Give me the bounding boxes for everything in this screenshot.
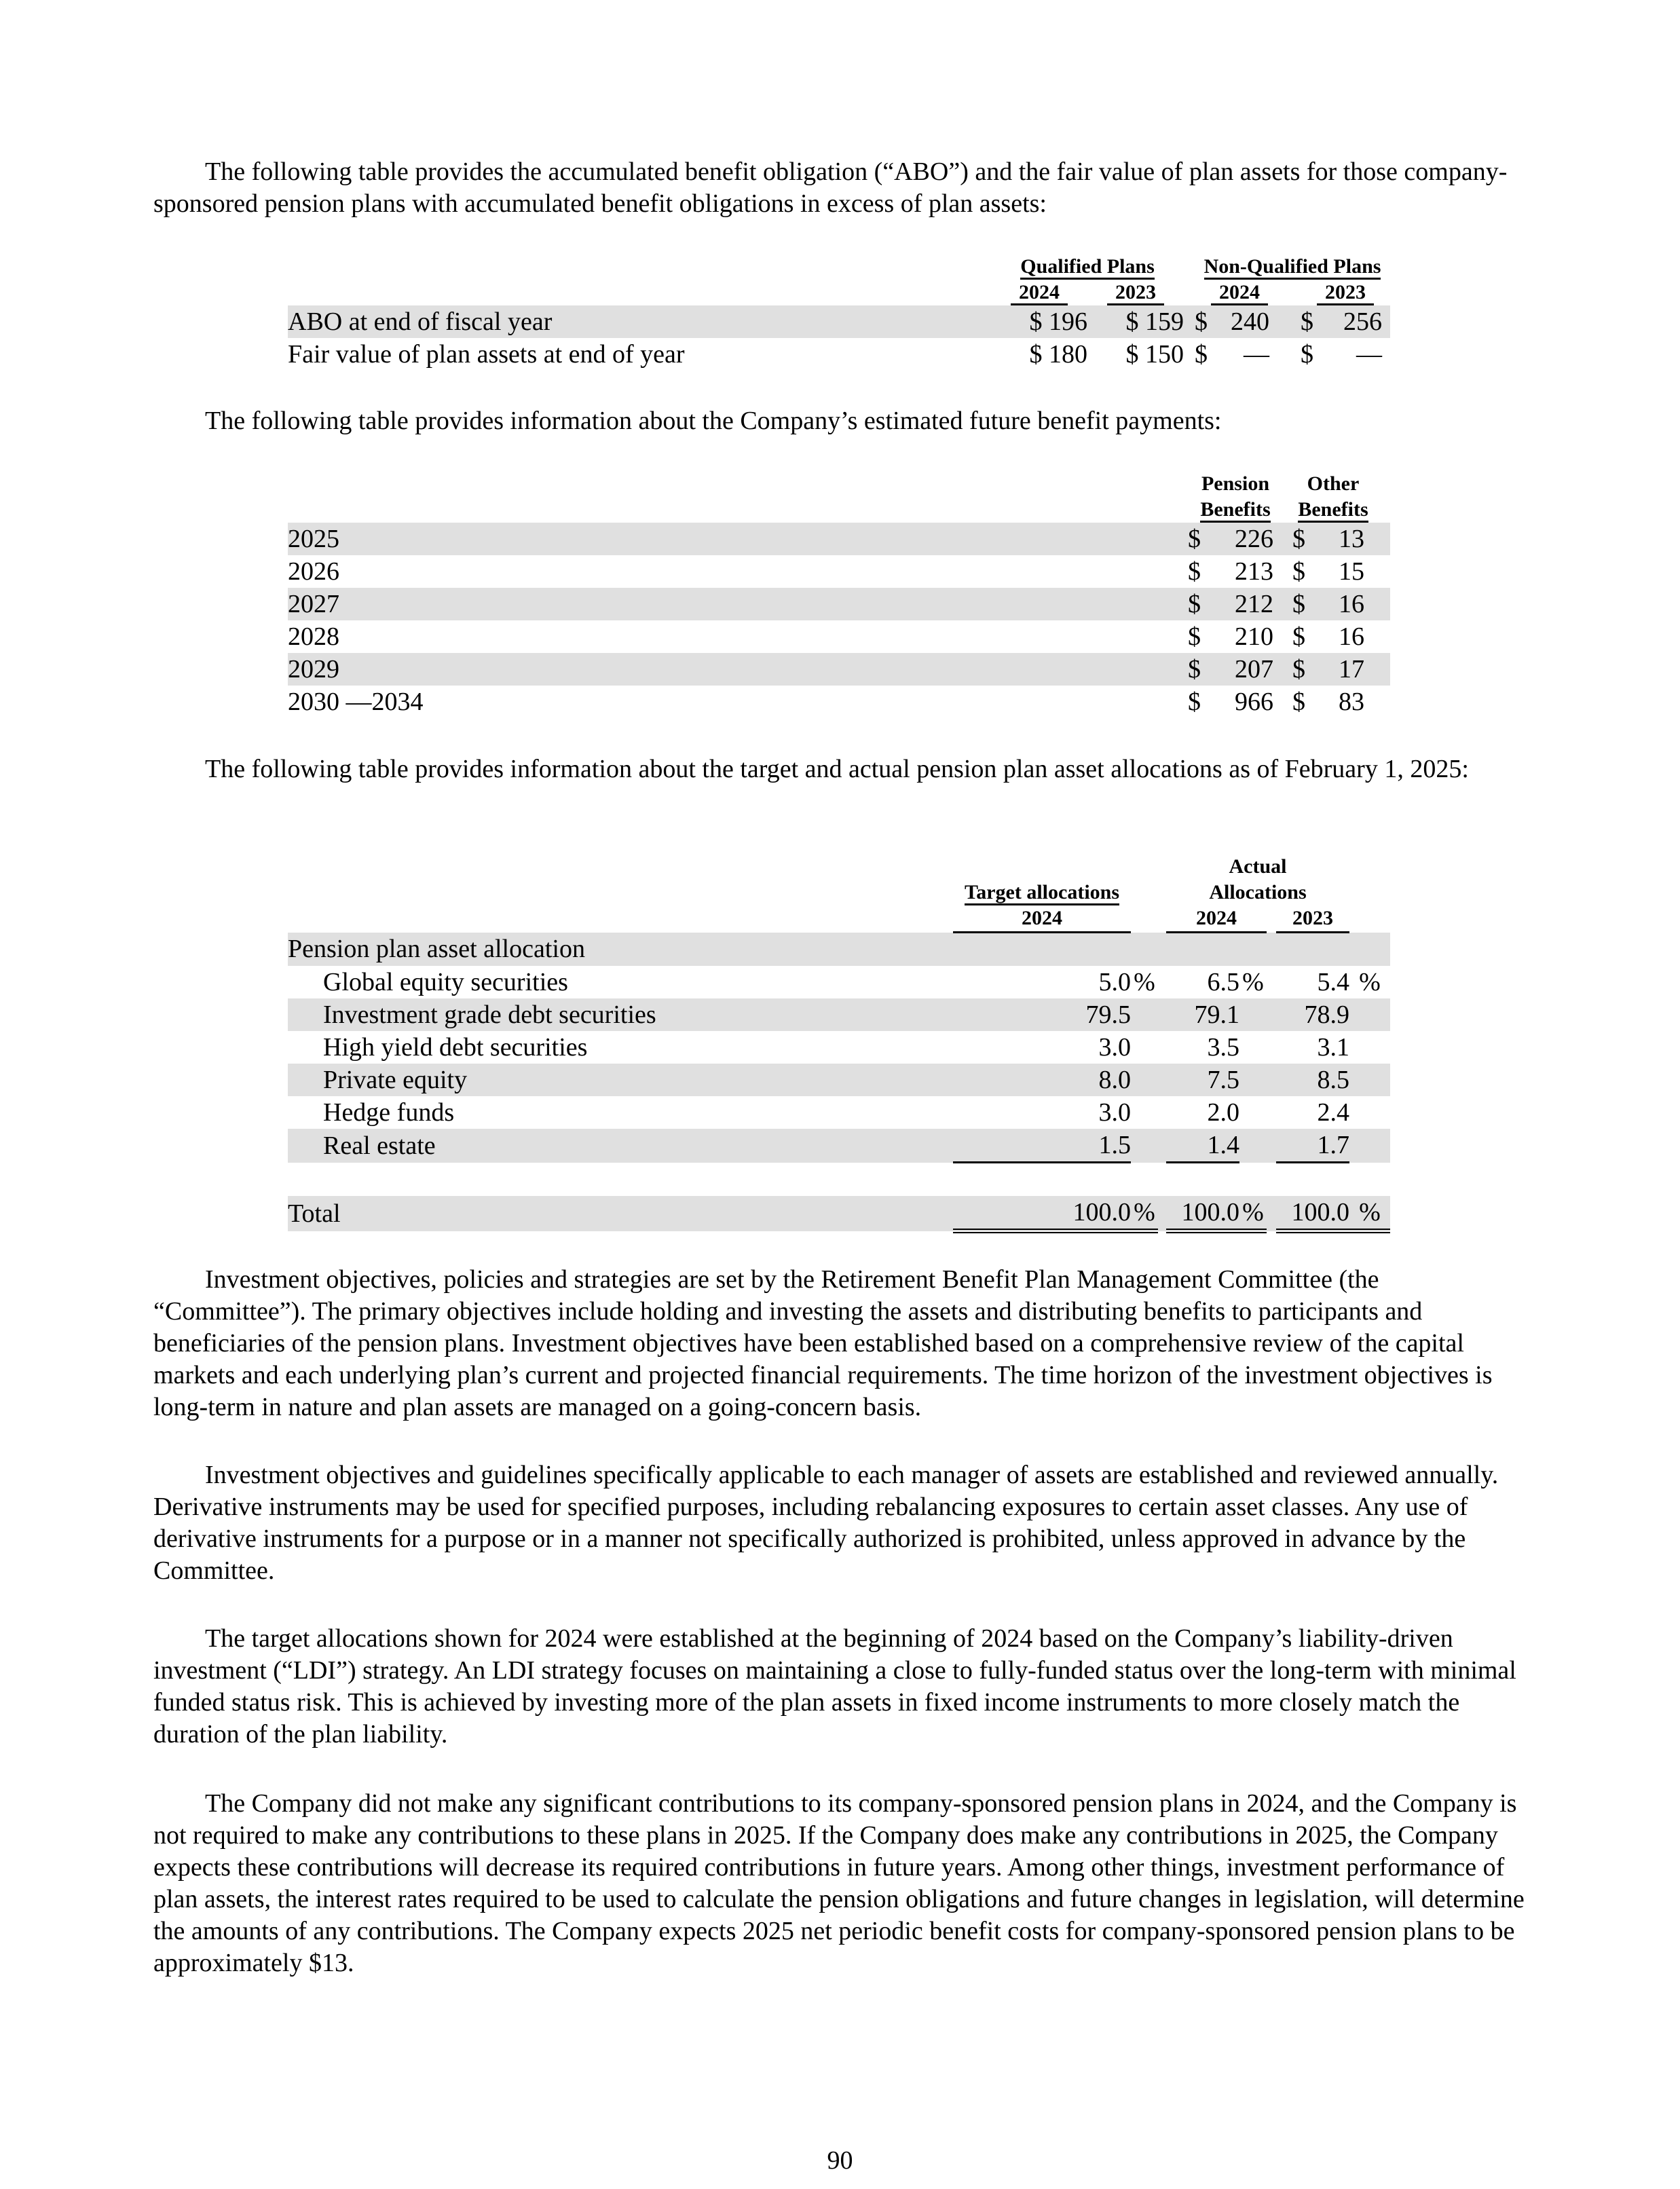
cell-value: 1.7: [1276, 1129, 1349, 1163]
table-row: [288, 1129, 1390, 1163]
cell-value: 210: [1235, 622, 1273, 651]
actual-header-line1: Actual: [1229, 855, 1287, 878]
cell-value: 212: [1235, 590, 1273, 618]
cell-value: 256: [1343, 307, 1383, 336]
currency-symbol: $: [1292, 557, 1305, 586]
actual-2023-header: 2023: [1276, 905, 1349, 933]
table-row: [288, 588, 1390, 620]
cell-value: 13: [1339, 525, 1364, 553]
percent-sign: %: [1239, 1196, 1267, 1231]
actual-2024-header: 2024: [1166, 905, 1267, 933]
section-label: Pension plan asset allocation: [288, 933, 953, 967]
table-row: [288, 305, 1390, 338]
cell-value: 16: [1339, 622, 1364, 651]
currency-symbol: $: [1188, 525, 1201, 553]
row-label: 2028: [288, 622, 339, 651]
cell-value: 2.4: [1317, 1098, 1349, 1127]
manager-guidelines-paragraph: Investment objectives and guidelines specifically applicable to each manager of assets are established and reviewed annually. Derivative instruments may be used for specified purposes, including rebalancing exposures to certain asset classes. Any use of derivative instruments for a purpose or in a manner not specifically authorized is prohibited, unless approved in advance by the Committee.: [153, 1461, 1499, 1585]
cell-value: 8.5: [1276, 1064, 1349, 1096]
currency-symbol: $: [1188, 590, 1201, 618]
cell-value: 100.0: [953, 1196, 1131, 1231]
table-row: [288, 620, 1390, 653]
target-allocations-paragraph: The target allocations shown for 2024 were established at the beginning of 2024 based on the Company’s liability-driven investment (“LDI”) strategy. An LDI strategy focuses on maintaining a close to fully-funded status over the long-term with minimal funded status risk. This is achieved by investing more of the plan assets in fixed income instruments to more closely match the duration of the plan liability.: [153, 1624, 1516, 1748]
cell-value: —: [1356, 340, 1383, 369]
cell-value: $ 159: [1087, 305, 1184, 338]
currency-symbol: $: [1292, 622, 1305, 651]
cell-value: 100.0: [1276, 1196, 1349, 1231]
non-qualified-2024-header: 2024: [1211, 281, 1268, 305]
currency-symbol: $: [1195, 307, 1208, 336]
cell-value: 3.0: [1098, 1033, 1131, 1062]
investment-objectives-paragraph: Investment objectives, policies and strategies are set by the Retirement Benefit Plan Management Committee (the “Committee”). The primary objectives include holding and investing the assets and distributing benefits to participants and beneficiaries of the pension plans. Investment objectives have been established based on a comprehensive review of the capital markets and each underlying plan’s current and projected financial requirements. The time horizon of the investment objectives is long-term in nature and plan assets are managed on a going-concern basis.: [153, 1265, 1493, 1421]
row-label: 2026: [288, 557, 339, 586]
cell-value: $ 150: [1125, 340, 1184, 369]
currency-symbol: $: [1188, 622, 1201, 651]
row-label: Private equity: [288, 1064, 953, 1096]
cell-value: 3.0: [1098, 1098, 1131, 1127]
actual-header-line2: Allocations: [1209, 881, 1307, 903]
cell-value: 207: [1235, 655, 1273, 684]
row-label: Hedge funds: [323, 1098, 455, 1127]
currency-symbol: $: [1292, 688, 1305, 716]
cell-value: 7.5: [1166, 1064, 1239, 1096]
page-number: 90: [827, 2146, 853, 2175]
row-label: Fair value of plan assets at end of year: [288, 340, 685, 369]
row-label: 2030 —2034: [288, 688, 424, 716]
percent-sign: %: [1242, 968, 1264, 996]
table-row: [288, 998, 1390, 1031]
abo-intro-paragraph: The following table provides the accumulated benefit obligation (“ABO”) and the fair value of plan assets for those company-sponsored pension plans with accumulated benefit obligations in excess of plan assets:: [153, 157, 1508, 218]
currency-symbol: $: [1188, 557, 1201, 586]
pension-benefits-header-line2: Benefits: [1200, 498, 1270, 523]
pension-benefits-header-line1: Pension: [1201, 472, 1270, 495]
asset-allocation-table: [288, 854, 1390, 1233]
qualified-2024-header: 2024: [1011, 281, 1068, 305]
cell-value: 2.0: [1207, 1098, 1239, 1127]
currency-symbol: $: [1195, 340, 1208, 369]
cell-value: 1.4: [1166, 1129, 1239, 1163]
cell-value: 3.1: [1317, 1033, 1349, 1062]
cell-value: 79.5: [953, 998, 1131, 1031]
table-row: [288, 1031, 1390, 1064]
cell-value: $ 180: [1029, 340, 1087, 369]
other-benefits-header-line1: Other: [1307, 472, 1360, 495]
cell-value: 8.0: [953, 1064, 1131, 1096]
cell-value: 17: [1339, 655, 1364, 684]
currency-symbol: $: [1188, 655, 1201, 684]
cell-value: 966: [1235, 688, 1273, 716]
cell-value: 100.0: [1166, 1196, 1239, 1231]
contributions-paragraph: The Company did not make any significant contributions to its company-sponsored pension plans in 2024, and the Company is not required to make any contributions to these plans in 2025. If the Company does make any contributions in 2025, the Company expects these contributions will decrease its required contributions in future years. Among other things, investment performance of plan assets, the interest rates required to be used to calculate the pension obligations and future changes in legislation, will determine the amounts of any contributions. The Company expects 2025 net periodic benefit costs for company-sponsored pension plans to be approximately $13.: [153, 1789, 1525, 1977]
qualified-plans-header: Qualified Plans: [1020, 255, 1155, 280]
table-row: [288, 686, 1390, 718]
cell-value: 15: [1339, 557, 1364, 586]
currency-symbol: $: [1292, 590, 1305, 618]
non-qualified-2023-header: 2023: [1317, 281, 1374, 305]
table-row: [288, 1064, 1390, 1096]
qualified-2023-header: 2023: [1107, 281, 1164, 305]
table-row: [288, 555, 1390, 588]
non-qualified-plans-header: Non-Qualified Plans: [1204, 255, 1381, 280]
percent-sign: %: [1134, 968, 1155, 996]
currency-symbol: $: [1301, 307, 1314, 336]
table-row: [288, 966, 1390, 998]
target-allocations-header: Target allocations: [965, 881, 1119, 905]
cell-value: $ 196: [991, 305, 1087, 338]
total-label: Total: [288, 1196, 953, 1231]
cell-value: —: [1244, 340, 1270, 369]
cell-value: 79.1: [1166, 998, 1239, 1031]
cell-value: 5.0: [1098, 968, 1131, 996]
cell-value: 83: [1339, 688, 1364, 716]
table-row: [288, 933, 1390, 967]
row-label: 2027: [288, 588, 1188, 620]
currency-symbol: $: [1292, 525, 1305, 553]
table-row: [288, 653, 1390, 686]
percent-sign: %: [1349, 1196, 1390, 1231]
payments-intro-paragraph: The following table provides information about the Company’s estimated future benefit payments:: [205, 407, 1222, 435]
row-label: Real estate: [288, 1129, 953, 1163]
row-label: Investment grade debt securities: [288, 998, 953, 1031]
table-row: [288, 338, 1390, 371]
row-label: ABO at end of fiscal year: [288, 305, 991, 338]
currency-symbol: $: [1292, 655, 1305, 684]
cell-value: 226: [1235, 525, 1273, 553]
cell-value: 213: [1235, 557, 1273, 586]
other-benefits-header-line2: Benefits: [1298, 498, 1368, 523]
percent-sign: %: [1359, 968, 1381, 996]
target-2024-header: 2024: [953, 905, 1131, 933]
total-row: [288, 1196, 1390, 1231]
table-row: [288, 523, 1390, 555]
table-row: [288, 1096, 1390, 1129]
cell-value: 16: [1339, 590, 1364, 618]
cell-value: 3.5: [1207, 1033, 1239, 1062]
cell-value: 78.9: [1276, 998, 1349, 1031]
cell-value: 5.4: [1317, 968, 1349, 996]
percent-sign: %: [1131, 1196, 1158, 1231]
row-label: 2029: [288, 653, 1188, 686]
abo-table: [288, 254, 1390, 371]
allocation-intro-paragraph: The following table provides information about the target and actual pension plan asset allocations as of February 1, 2025:: [205, 755, 1469, 783]
currency-symbol: $: [1188, 688, 1201, 716]
row-label: High yield debt securities: [323, 1033, 588, 1062]
row-label: 2025: [288, 523, 1188, 555]
row-label: Global equity securities: [323, 968, 568, 996]
cell-value: 1.5: [953, 1129, 1131, 1163]
cell-value: 6.5: [1207, 968, 1239, 996]
currency-symbol: $: [1301, 340, 1314, 369]
benefit-payments-table: [288, 471, 1390, 718]
cell-value: 240: [1231, 307, 1270, 336]
